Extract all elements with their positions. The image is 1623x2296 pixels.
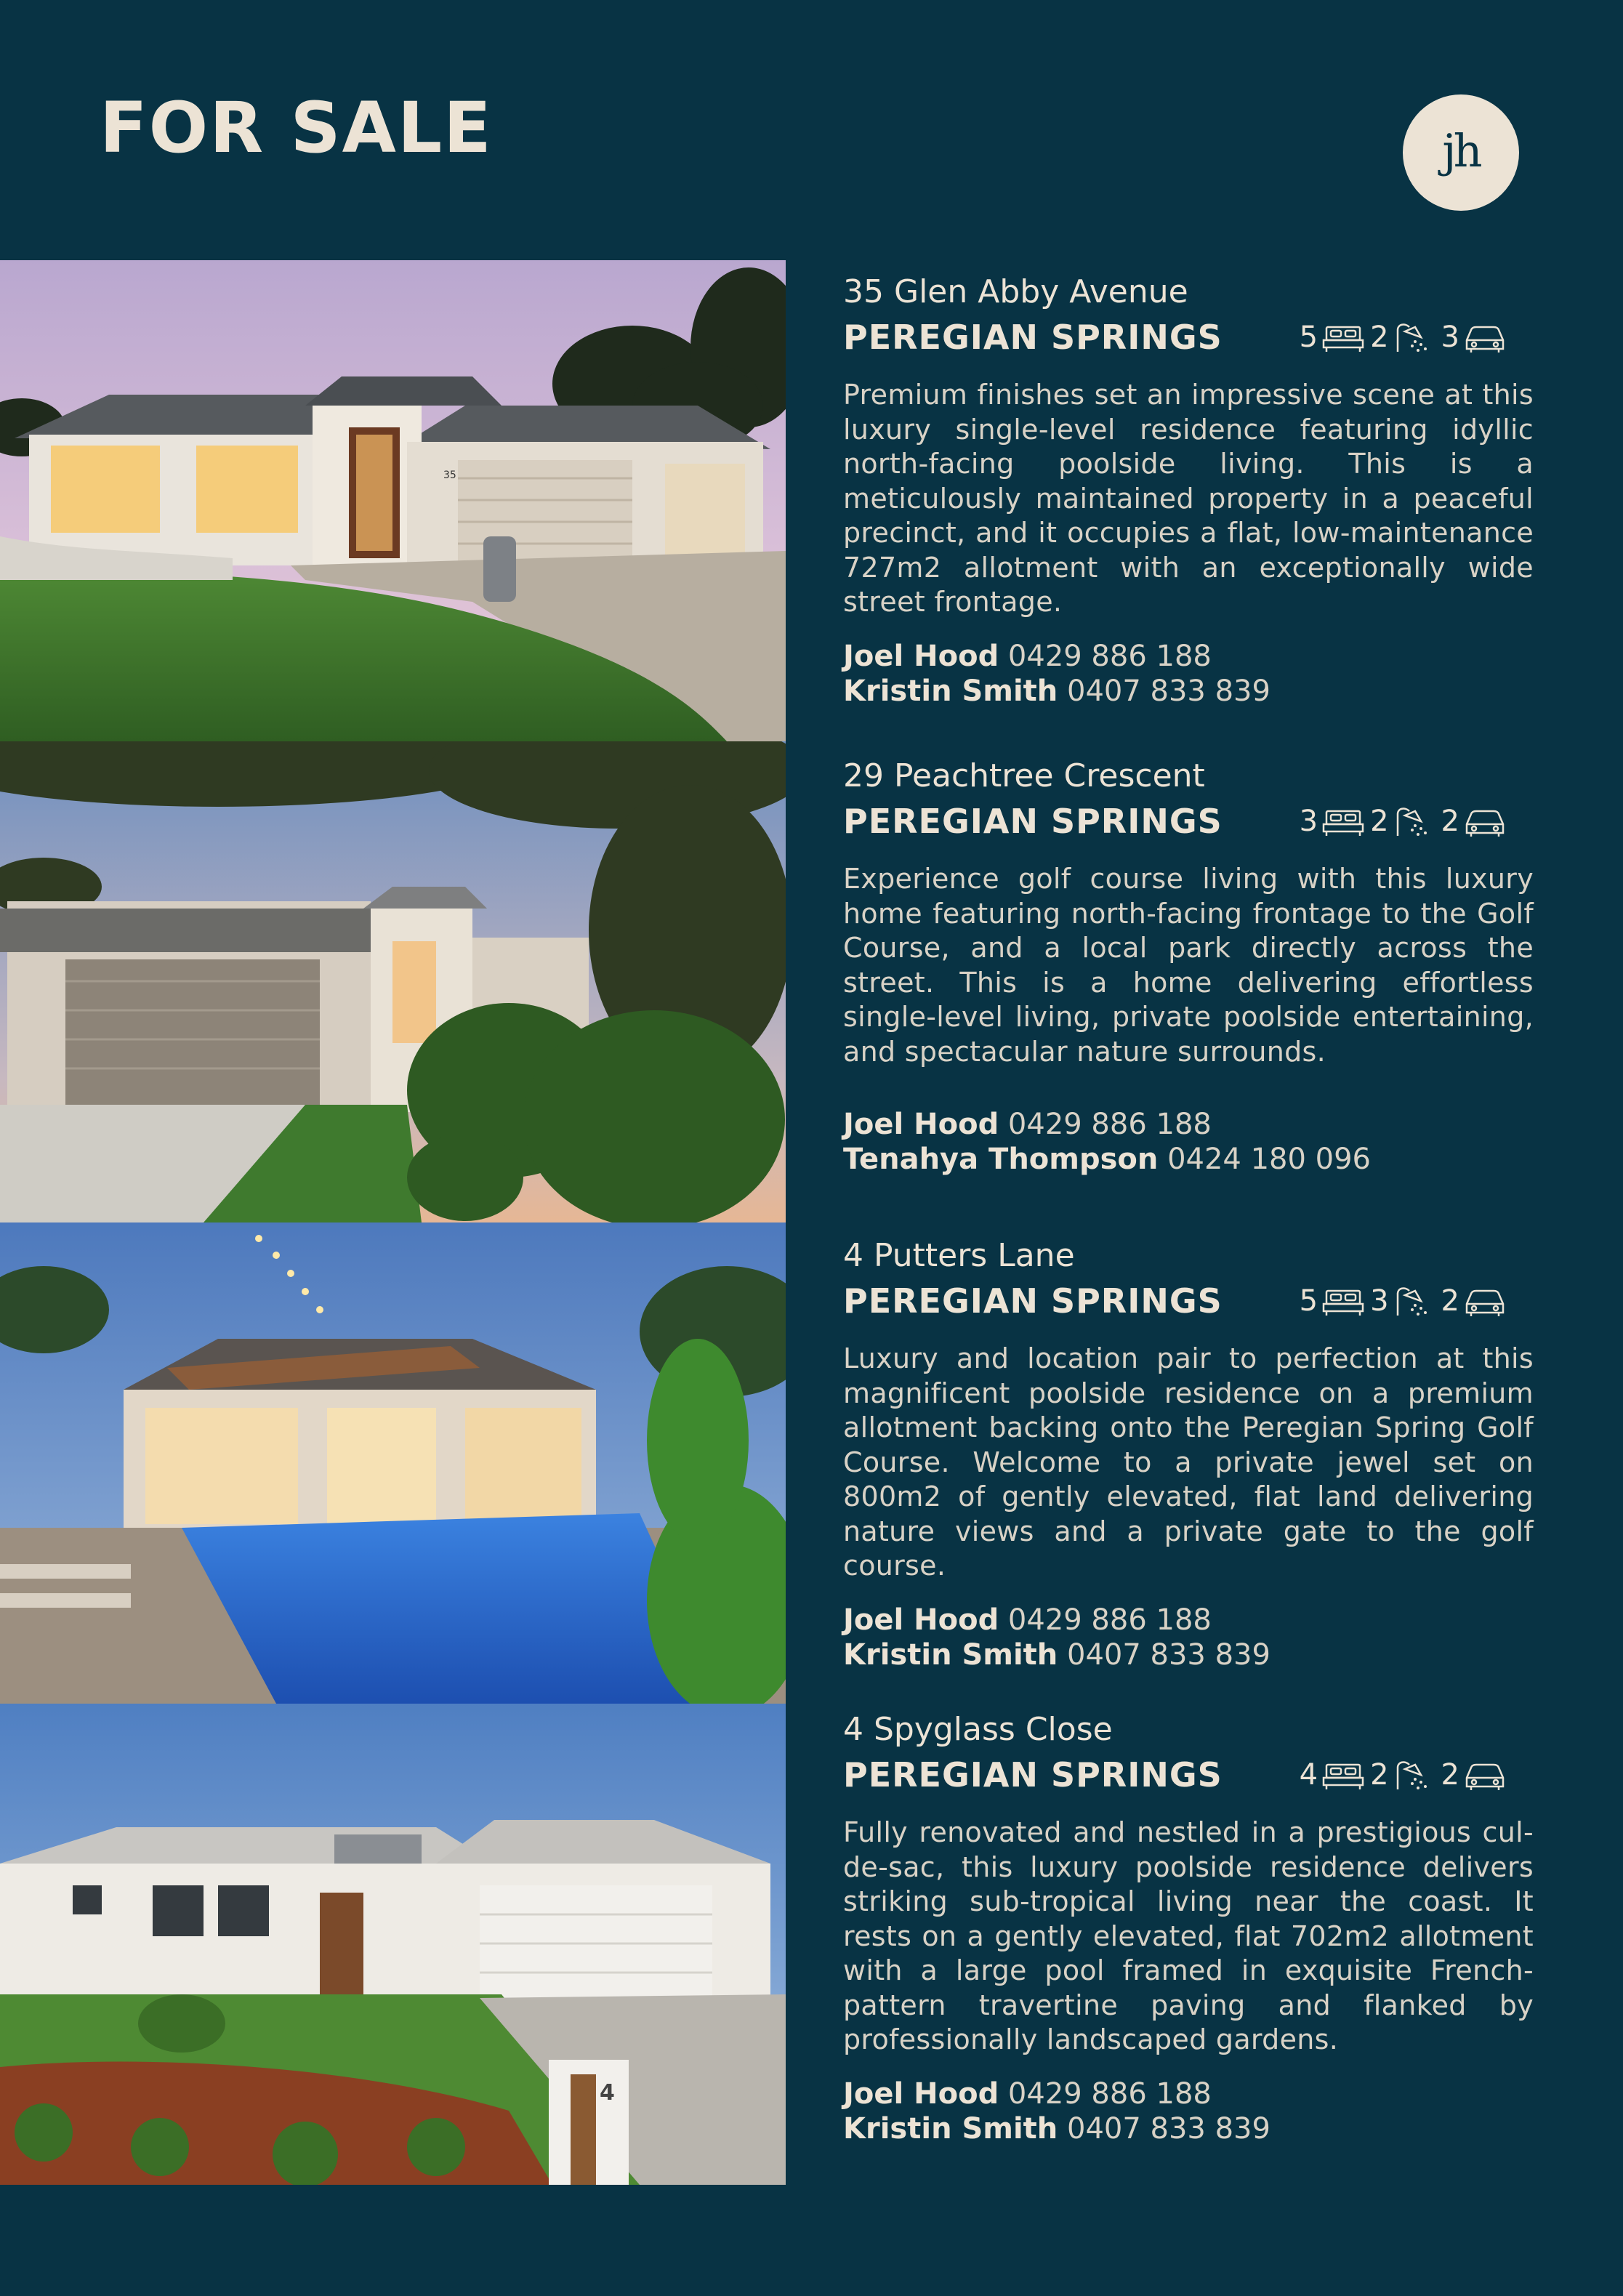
agent-contact: [843, 1638, 1534, 1672]
agent-name: Joel Hood: [843, 639, 999, 673]
listing-suburb: PEREGIAN SPRINGS: [843, 1755, 1223, 1794]
bed-count: 3: [1299, 805, 1318, 838]
listing-features: [1300, 321, 1506, 354]
listing-suburb: PEREGIAN SPRINGS: [843, 1281, 1223, 1321]
bath-count: 2: [1370, 805, 1389, 838]
bed-count: 4: [1299, 1758, 1318, 1792]
agent-phone[interactable]: 0407 833 839: [1067, 2111, 1270, 2146]
listing-agents: [843, 2077, 1534, 2146]
bed-icon: [1322, 805, 1364, 837]
agent-name: Kristin Smith: [843, 1638, 1058, 1672]
property-photo-1: [0, 260, 786, 741]
agent-name: Kristin Smith: [843, 674, 1058, 708]
listing-street: 35 Glen Abby Avenue: [843, 273, 1188, 310]
bed-count: 5: [1299, 1284, 1318, 1318]
agent-name: Kristin Smith: [843, 2111, 1058, 2146]
shower-icon: [1393, 1759, 1435, 1791]
bath-count: 3: [1370, 1284, 1389, 1318]
agent-contact: [843, 1603, 1534, 1638]
listing-description: Luxury and location pair to perfection at this magnificent poolside residence on a premium allotment backing onto the Peregian Spring Golf Course. Welcome to a private jewel set on 800m2 of gently elevated, flat land delivering nature views and a private gate to the golf course.: [843, 1342, 1534, 1582]
listing-4: [843, 1711, 1534, 2146]
agent-contact: [843, 1107, 1534, 1142]
property-photo-4: [0, 1704, 786, 2185]
house-number: 35: [443, 470, 456, 481]
listing-3: [843, 1237, 1534, 1672]
agent-phone[interactable]: 0407 833 839: [1067, 1638, 1270, 1672]
agent-phone[interactable]: 0407 833 839: [1067, 674, 1270, 708]
brand-logo: [1403, 94, 1519, 211]
bath-count: 2: [1370, 1758, 1389, 1792]
car-count: 3: [1441, 321, 1459, 354]
agent-phone[interactable]: 0429 886 188: [1007, 1108, 1212, 1141]
car-icon: [1464, 321, 1506, 353]
listing-description: Experience golf course living with this luxury home featuring north-facing frontage to the Golf Course, and a local park directly across the street. This is a home delivering effortless single-level living, private poolside entertaining, and spectacular nature surrounds.: [843, 863, 1534, 1068]
listing-street: 4 Putters Lane: [843, 1237, 1075, 1274]
shower-icon: [1393, 1285, 1435, 1317]
agent-name: Tenahya Thompson: [843, 1143, 1159, 1176]
listing-features: [1300, 1284, 1506, 1318]
listing-description: Fully renovated and nestled in a prestigious cul-de-sac, this luxury poolside residence delivers striking sub-tropical living near the coast. It rests on a gently elevated, flat 702m2 allotment with a large pool framed in exquisite French-pattern travertine paving and flanked by professionally landscaped gardens.: [843, 1816, 1534, 2055]
shower-icon: [1393, 805, 1435, 837]
agent-contact: [843, 1142, 1534, 1177]
agent-phone[interactable]: 0429 886 188: [1007, 639, 1212, 673]
listing-agents: [843, 639, 1534, 709]
agent-contact: [843, 2111, 1534, 2146]
bath-count: 2: [1370, 321, 1389, 354]
car-count: 2: [1441, 1284, 1459, 1318]
shower-icon: [1393, 321, 1435, 353]
agent-contact: [843, 639, 1534, 674]
listing-features: [1300, 1758, 1506, 1792]
listing-suburb: PEREGIAN SPRINGS: [843, 318, 1223, 357]
property-photo-2: [0, 741, 786, 1222]
agent-name: Joel Hood: [843, 1603, 999, 1637]
bed-icon: [1322, 1285, 1364, 1317]
bed-icon: [1322, 1759, 1364, 1791]
agent-name: Joel Hood: [843, 2077, 999, 2111]
listing-description: Premium finishes set an impressive scene at this luxury single-level residence featuring idyllic north-facing poolside living. This is a meticulously maintained property in a peaceful precinct, and it occupies a flat, low-maintenance 727m2 allotment with an exceptionally wide street frontage.: [843, 379, 1534, 618]
listing-agents: [843, 1603, 1534, 1672]
page-title: FOR SALE: [100, 87, 493, 169]
car-icon: [1464, 1759, 1506, 1791]
listing-street: 4 Spyglass Close: [843, 1711, 1113, 1748]
listing-1: [843, 273, 1534, 709]
listing-2: [843, 757, 1534, 1177]
listing-suburb: PEREGIAN SPRINGS: [843, 802, 1223, 841]
agent-contact: [843, 2077, 1534, 2111]
logo-monogram: jh: [1442, 124, 1480, 177]
car-count: 2: [1441, 1758, 1459, 1792]
agent-phone[interactable]: 0429 886 188: [1007, 2077, 1212, 2111]
agent-contact: [843, 674, 1534, 709]
agent-phone[interactable]: 0429 886 188: [1007, 1603, 1212, 1637]
agent-name: Joel Hood: [843, 1108, 999, 1141]
house-number: 4: [600, 2080, 615, 2106]
car-icon: [1464, 1285, 1506, 1317]
car-icon: [1464, 805, 1506, 837]
property-photo-3: [0, 1222, 786, 1704]
car-count: 2: [1441, 805, 1459, 838]
bed-count: 5: [1299, 321, 1318, 354]
listing-agents: [843, 1107, 1534, 1177]
listing-street: 29 Peachtree Crescent: [843, 757, 1205, 794]
bed-icon: [1322, 321, 1364, 353]
listing-features: [1300, 805, 1506, 838]
agent-phone[interactable]: 0424 180 096: [1167, 1143, 1371, 1176]
